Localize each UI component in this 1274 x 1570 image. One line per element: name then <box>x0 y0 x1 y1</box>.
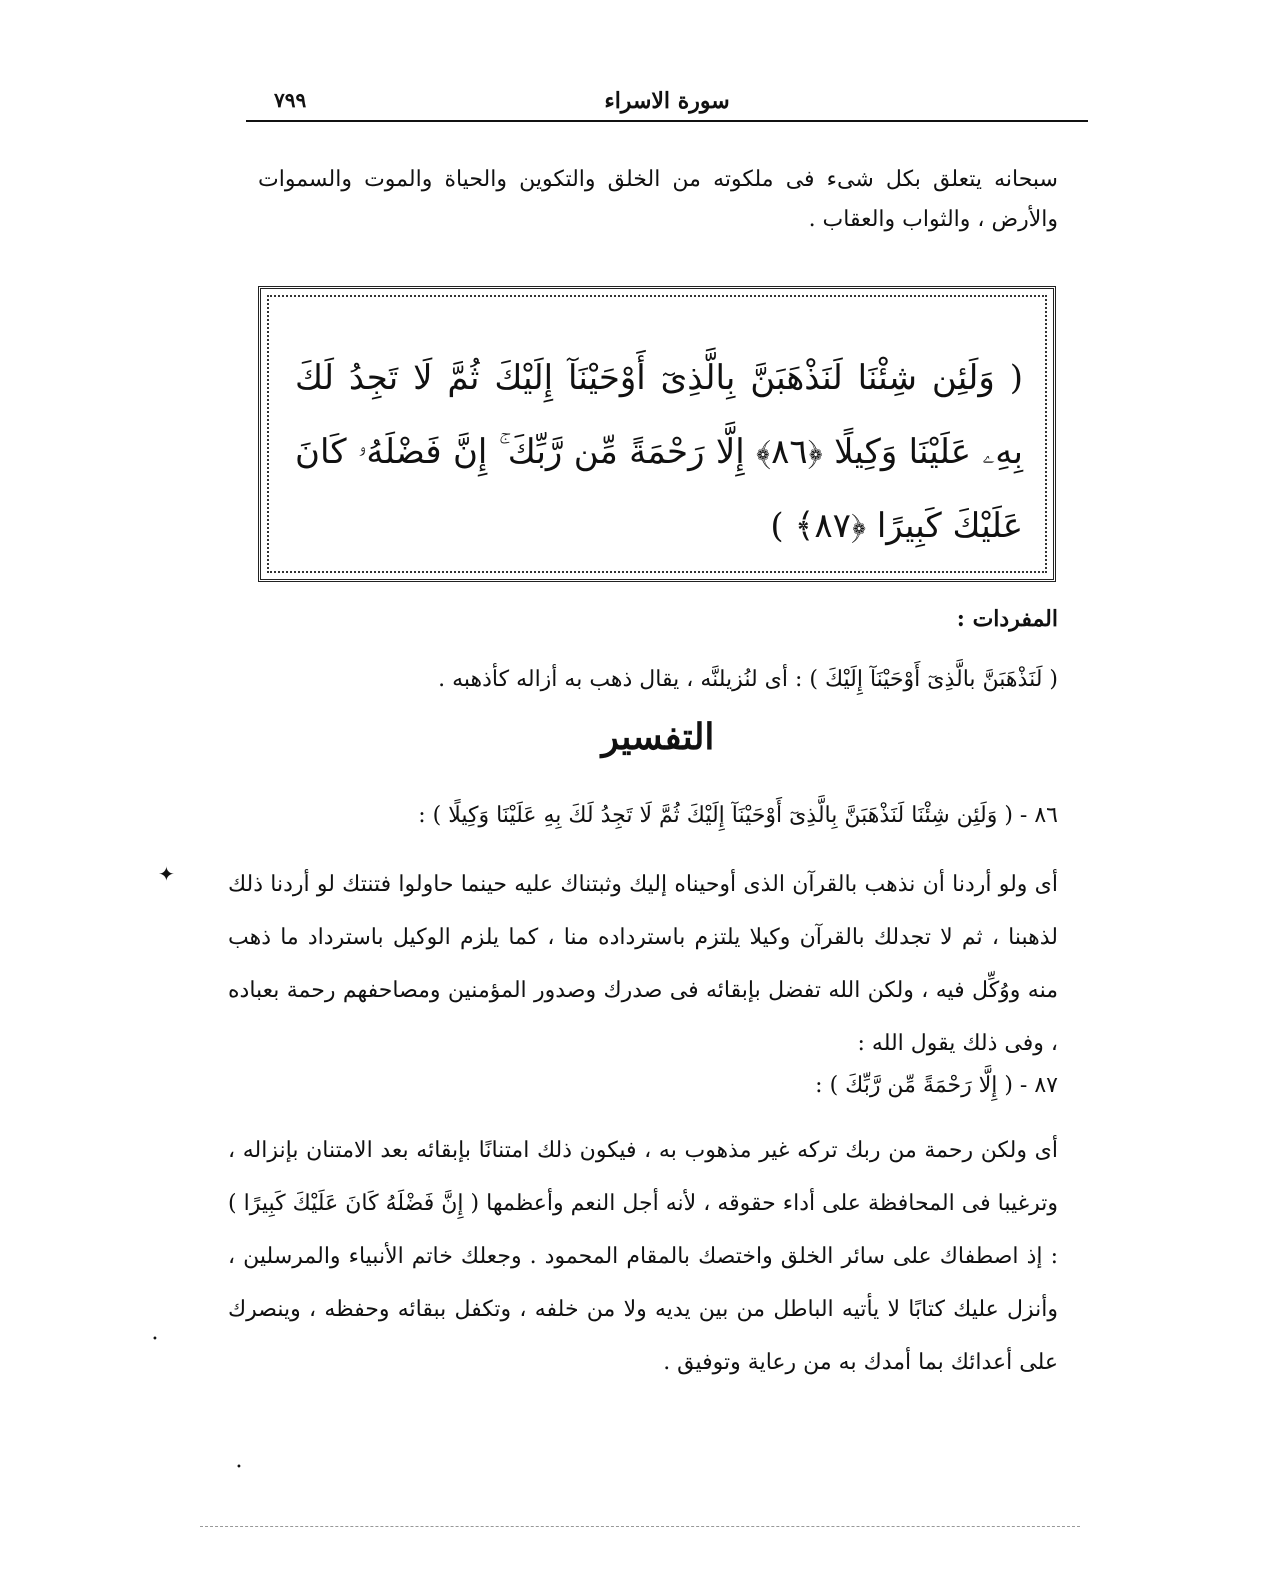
quran-verse-text: ( وَلَئِن شِئْنَا لَنَذْهَبَنَّ بِالَّذِىٓ أَوْحَيْنَآ إِلَيْكَ ثُمَّ لَا تَجِدُ لَكَ بِهِۦ عَلَيْنَا وَكِيلًا ﴿٨٦﴾ إِلَّا رَحْمَةً مِّن رَّبِّكَ ۚ إِنَّ فَضْلَهُۥ كَانَ عَلَيْكَ كَبِيرًا ﴿٨٧﴾ ) <box>295 358 1024 546</box>
page-header <box>246 84 1088 122</box>
vocabulary-entry: ( لَنَذْهَبَنَّ بالَّذِىٓ أَوْحَيْنَآ إِلَيْكَ ) : أى لنُزيلنَّه ، يقال ذهب به أزاله كأذهبه . <box>438 667 1058 692</box>
vocabulary-heading: المفردات : <box>956 606 1058 632</box>
margin-dot: • <box>152 1334 158 1345</box>
verse-87-commentary: أى ولكن رحمة من ربك تركه غير مذهوب به ، فيكون ذلك امتنانًا بإبقائه بعد الامتنان بإنزاله ، وترغيبا فى المحافظة على أداء حقوقه ، لأنه أجل النعم وأعظمها ( إِنَّ فَضْلَهُ كَانَ عَلَيْكَ كَبِيرًا ) : إذ اصطفاك على سائر الخلق واختصك بالمقام المحمود . وجعلك خاتم الأنبياء والمرسلين ، وأنزل عليك كتابًا لا يأتيه الباطل من بين يديه ولا من خلفه ، وتكفل ببقائه وحفظه ، وينصرك على أعدائك بما أمدك به من رعاية وتوفيق . <box>228 1138 1058 1375</box>
verse-87-heading: ٨٧ - ( إِلَّا رَحْمَةً مِّن رَّبِّكَ ) : <box>815 1073 1058 1098</box>
tafsir-title: التفسير <box>601 716 715 758</box>
header-rule <box>246 120 1088 122</box>
intro-paragraph: سبحانه يتعلق بكل شىء فى ملكوته من الخلق والتكوين والحياة والموت والسموات والأرض ، والثواب والعقاب . <box>258 167 1058 232</box>
verse-frame <box>258 286 1056 582</box>
verse-86-heading: ٨٦ - ( وَلَئِن شِئْنَا لَنَذْهَبَنَّ بِالَّذِىٓ أَوْحَيْنَآ إِلَيْكَ ثُمَّ لَا تَجِدُ لَكَ بِهِ عَلَيْنَا وَكِيلًا ) : <box>418 803 1058 828</box>
running-title: سورة الاسراء <box>604 88 730 114</box>
page-number: ٧٩٩ <box>274 88 307 112</box>
verse-86-commentary: أى ولو أردنا أن نذهب بالقرآن الذى أوحيناه إليك وثبتناك عليه حينما حاولوا فتنتك لو أردنا ذلك لذهبنا ، ثم لا تجدلك بالقرآن وكيلا يلتزم باسترداده منا ، كما يلزم الوكيل باسترداد ما ذهب منه ووُكِّل فيه ، ولكن الله تفضل بإبقائه فى صدرك وصدور المؤمنين ومصاحفهم رحمة بعباده ، وفى ذلك يقول الله : <box>228 872 1058 1056</box>
margin-dot: • <box>236 1462 242 1473</box>
footer-rule <box>200 1526 1080 1527</box>
margin-star-mark: ✦ <box>158 862 175 886</box>
